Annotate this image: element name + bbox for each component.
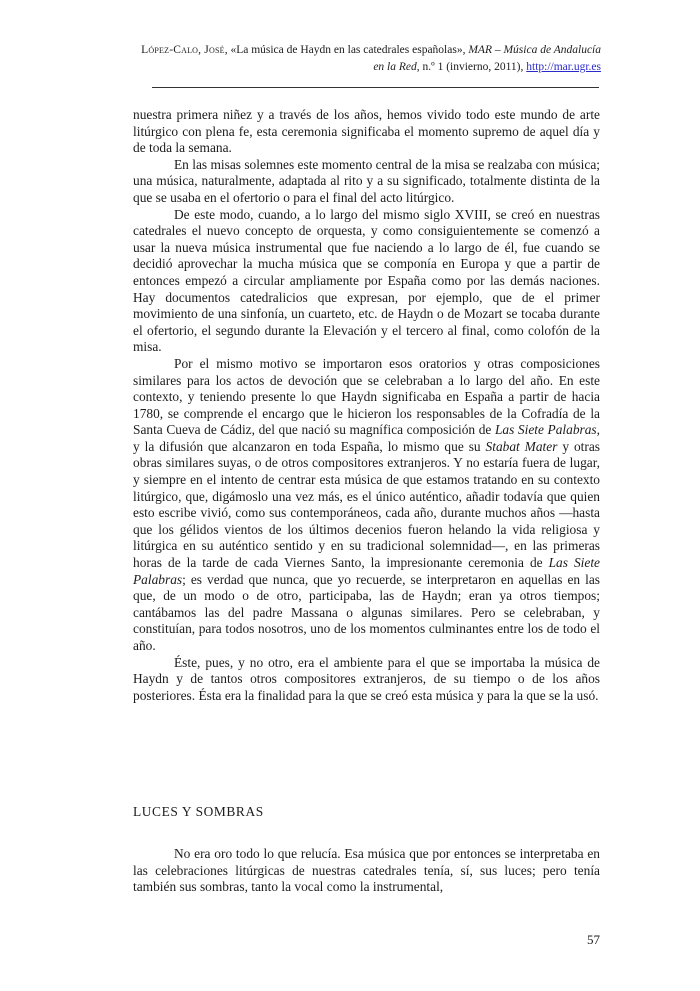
header-article-title: «La música de Haydn en las catedrales españolas» bbox=[230, 44, 463, 56]
paragraph: Éste, pues, y no otro, era el ambiente para el que se importaba la música de Haydn y de tantos otros compositores extranjeros, de su tiempo o de los años posteriores. Ésta era la finalidad para la que se creó esta música y para la que se la usó. bbox=[133, 654, 600, 703]
paragraph bbox=[133, 356, 600, 655]
paragraph: No era oro todo lo que relucía. Esa música que por entonces se interpretaba en las celebraciones litúrgicas de nuestras catedrales tenía, sí, sus luces; pero tenía también sus sombras, tanto la vocal como la instrumental, bbox=[133, 846, 600, 895]
text-run: ; es verdad que nunca, que yo recuerde, se interpretaron en aquellas en las que, de un modo o de otro, participaba, las de Haydn; eran ya otros tiempos; cantábamos las del padre Massana o algunas similares. Pero se celebraban, y constituían, para todos nosotros, uno de los momentos culminantes entre los de todo el año. bbox=[133, 571, 600, 653]
body-text bbox=[133, 107, 600, 704]
text-run: , y la difusión que alcanzaron en toda España, lo mismo que su bbox=[133, 422, 600, 454]
paragraph-continued: nuestra primera niñez y a través de los años, hemos vivido todo este mundo de arte litúrgico con plena fe, esta ceremonia significaba el momento supremo de aquel día y de toda la semana. bbox=[133, 107, 600, 156]
paragraph: De este modo, cuando, a lo largo del mismo siglo XVIII, se creó en nuestras catedrales el nuevo concepto de orquesta, y como consiguientemente se comenzó a usar la nueva música instrumental que fue naciendo a lo largo de él, fue cuando se decidió aprovechar la mucha música que se componía en Europa y que a partir de entonces empezó a circular ampliamente por España como por las demás naciones. Hay documentos catedralicios que expresan, por ejemplo, que de el primer movimiento de una sinfonía, un cuarteto, etc. de Haydn o de Mozart se tocaba durante el ofertorio, el segundo durante la Elevación y el tercero al final, como colofón de la misa. bbox=[133, 206, 600, 355]
header-issue: n.º 1 (invierno, 2011) bbox=[422, 61, 521, 73]
running-header: López-Calo, José, «La música de Haydn en las catedrales españolas», MAR – Música de Andalucía en la Red, n.º 1 (invierno, 2011), http://mar.ugr.es bbox=[141, 44, 601, 73]
paragraph: En las misas solemnes este momento central de la misa se realzaba con música; una música, naturalmente, adaptada al rito y a su significado, totalmente distinta de la que se usaba en el ofertorio o para el final del acto litúrgico. bbox=[133, 156, 600, 205]
text-run: Por el mismo motivo se importaron esos oratorios y otras composiciones similares para los actos de devoción que se celebraban a lo largo del año. En este contexto, y teniendo presente lo que Haydn significaba en España a partir de hacia 1780, se comprende el encargo que le hicieron los responsables de la Cofradía de la Santa Cueva de Cádiz, del que nació su magnífica composición de bbox=[133, 355, 600, 438]
work-title: Las Siete Palabras bbox=[494, 422, 597, 438]
work-title: Las Siete Palabras bbox=[133, 555, 600, 587]
header-author: López-Calo, José bbox=[141, 44, 225, 56]
header-rule bbox=[152, 87, 599, 88]
text-run: y otras obras similares suyas, o de otros compositores extranjeros. Y no estaría fuera de lugar, y siempre en el intento de centrar esta música de que estamos tratando en su contexto litúrgico, que, digámoslo una vez más, es el único auténtico, añadir todavía que quien esto escribe vivió, como sus contemporáneos, cada año, durante muchos años —hasta que los gélidos vientos de los últimos decenios fueron helando la vida religiosa y litúrgica en su auténtico sentido y en su tradicional solemnidad—, en las primeras horas de la tarde de cada Viernes Santo, la impresionante ceremonia de bbox=[133, 438, 600, 571]
section-heading: LUCES Y SOMBRAS bbox=[133, 804, 264, 819]
section-body bbox=[133, 846, 600, 896]
page-number: 57 bbox=[587, 932, 600, 947]
work-title: Stabat Mater bbox=[485, 438, 558, 454]
header-journal: MAR – Música de Andalucía en la Red bbox=[373, 44, 601, 73]
journal-url-link[interactable]: http://mar.ugr.es bbox=[526, 61, 601, 73]
